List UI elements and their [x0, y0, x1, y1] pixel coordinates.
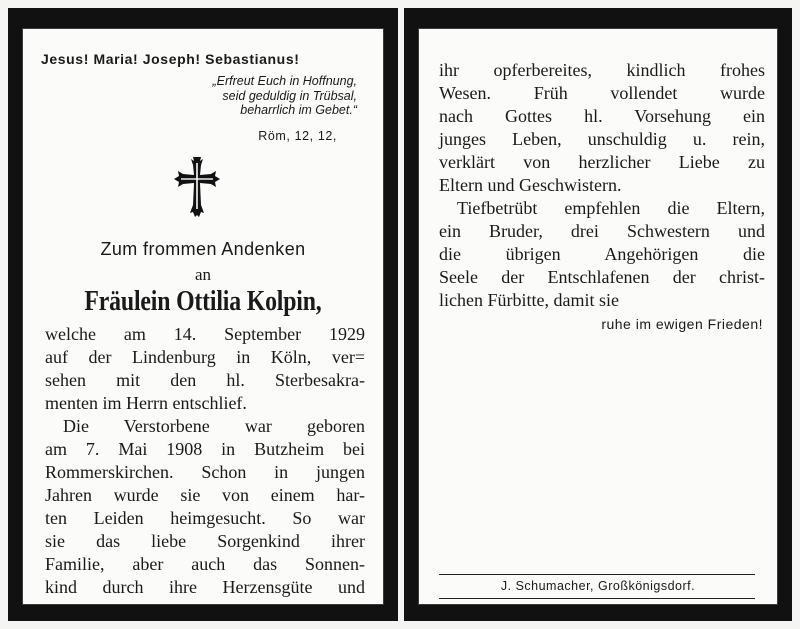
- dedication-word: an: [194, 265, 212, 284]
- text-line: Tiefbetrübt empfehlen die Eltern,: [457, 198, 765, 218]
- right-page: [418, 28, 778, 605]
- biography-paragraph: [45, 415, 365, 599]
- text-line: Rommerskirchen. Schon in jungen: [45, 462, 365, 482]
- verse-line: „Erfreut Euch in Hoffnung,: [212, 74, 357, 88]
- left-page: [22, 28, 384, 605]
- memorial-heading: Zum frommen Andenken: [100, 239, 306, 259]
- text-line: am 7. Mai 1908 in Butzheim bei: [45, 439, 365, 459]
- text-line: die übrigen Angehörigen die: [439, 244, 765, 264]
- text-line: Seele der Entschlafenen der christ-: [439, 267, 765, 287]
- text-line: kind durch ihre Herzensgüte und: [45, 577, 365, 597]
- right-page-border: [404, 8, 792, 621]
- text-line: sehen mit den hl. Sterbesakra-: [45, 370, 365, 390]
- deceased-name: Fräulein Ottilia Kolpin,: [84, 285, 322, 317]
- closing-line: ruhe im ewigen Frieden!: [601, 316, 763, 332]
- printer-rule-bottom: [439, 598, 755, 599]
- death-paragraph: [45, 323, 365, 415]
- text-line: menten im Herrn entschlief.: [45, 393, 247, 413]
- continuation-paragraph: [439, 59, 765, 197]
- printer-imprint: J. Schumacher, Großkönigsdorf.: [500, 579, 696, 593]
- bible-verse: [117, 74, 357, 118]
- verse-reference: Röm, 12, 12,: [258, 129, 337, 143]
- text-line: Wesen. Früh vollendet wurde: [439, 83, 765, 103]
- text-line: junges Leben, unschuldig u. rein,: [439, 129, 765, 149]
- left-page-border: [8, 8, 398, 621]
- text-line: nach Gottes hl. Vorsehung ein: [439, 106, 765, 126]
- text-line: ten Leiden heimgesucht. So war: [45, 508, 365, 528]
- text-line: Familie, aber auch das Sonnen-: [45, 554, 365, 574]
- text-line: sie das liebe Sorgenkind ihrer: [45, 531, 365, 551]
- text-line: lichen Fürbitte, damit sie: [439, 290, 619, 310]
- printer-rule-top: [439, 574, 755, 575]
- verse-line: seid geduldig in Trübsal,: [222, 88, 357, 103]
- text-line: Die Verstorbene war geboren: [63, 416, 365, 436]
- text-line: Jahren wurde sie von einem har-: [45, 485, 365, 505]
- latin-cross-icon: [171, 155, 223, 219]
- prayer-request-paragraph: [439, 197, 765, 312]
- text-line: ein Bruder, drei Schwestern und: [439, 221, 765, 241]
- text-line: verklärt von herzlicher Liebe zu: [439, 152, 765, 172]
- text-line: auf der Lindenburg in Köln, ver=: [45, 347, 365, 367]
- text-line: Eltern und Geschwistern.: [439, 175, 622, 195]
- text-line: ihr opferbereites, kindlich frohes: [439, 60, 765, 80]
- verse-line: beharrlich im Gebet.“: [240, 103, 357, 117]
- invocation: Jesus! Maria! Joseph! Sebastianus!: [41, 51, 300, 67]
- text-line: welche am 14. September 1929: [45, 324, 365, 344]
